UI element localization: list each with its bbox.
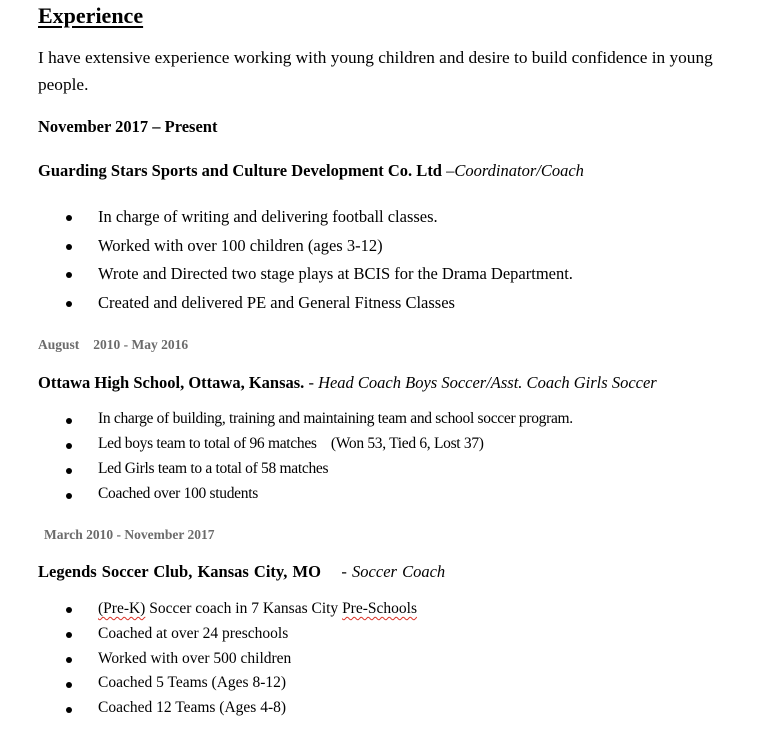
job-bullet-list <box>66 597 417 721</box>
list-item-text: In charge of writing and delivering football classes. <box>98 207 438 226</box>
bullet-icon <box>66 215 72 221</box>
job-role: Soccer Coach <box>352 562 446 581</box>
list-item <box>66 260 573 289</box>
list-item-text: Soccer coach in 7 Kansas City <box>145 600 343 617</box>
list-item-text: In charge of building, training and maintaining team and school soccer program. <box>98 410 573 427</box>
list-item <box>66 597 417 622</box>
list-item-text: Created and delivered PE and General Fitness Classes <box>98 292 455 312</box>
list-item <box>66 457 573 482</box>
bullet-icon <box>66 468 72 474</box>
bullet-icon <box>66 682 72 688</box>
bullet-icon <box>66 493 72 499</box>
job-organization: Guarding Stars Sports and Culture Development Co. Ltd <box>38 161 447 180</box>
list-item <box>66 696 417 721</box>
bullet-icon <box>66 632 72 638</box>
list-item-text: Led boys team to total of 96 matches (Won 53, Tied 6, Lost 37) <box>98 435 484 452</box>
list-item <box>66 232 573 261</box>
list-item-text: Coached over 100 students <box>98 485 258 502</box>
job-role: Coordinator/Coach <box>454 161 584 180</box>
intro-paragraph: I have extensive experience working with young children and desire to build confidence in young people. <box>38 48 713 94</box>
job-bullet-list <box>66 203 573 317</box>
bullet-icon <box>66 657 72 663</box>
job-dates: November 2017 – Present <box>38 117 218 136</box>
list-item <box>66 407 573 432</box>
list-item <box>66 432 573 457</box>
bullet-icon <box>66 244 72 250</box>
spellcheck-flagged-word[interactable]: Pre-Schools <box>342 600 417 617</box>
list-item <box>66 203 573 232</box>
job-dates-month: August <box>38 337 80 352</box>
list-item <box>66 289 573 318</box>
list-item <box>66 482 573 507</box>
list-item-text: Wrote and Directed two stage plays at BCIS for the Drama Department. <box>98 264 573 283</box>
bullet-icon <box>66 707 72 713</box>
job-separator: – <box>446 161 455 180</box>
bullet-icon <box>66 418 72 424</box>
list-item-text: Coached at over 24 preschools <box>98 624 289 642</box>
spellcheck-flagged-word[interactable]: (Pre-K) <box>98 600 146 617</box>
bullet-icon <box>66 272 72 278</box>
job-dates <box>38 337 188 353</box>
list-item <box>66 671 417 696</box>
job-organization: Legends Soccer Club, Kansas City, MO <box>38 562 321 581</box>
job-separator: - <box>304 373 319 392</box>
job-heading <box>38 161 584 181</box>
job-dates-range: 2010 - May 2016 <box>93 337 189 352</box>
list-item-text: Coached 5 Teams (Ages 8-12) <box>98 674 287 692</box>
job-role: Head Coach Boys Soccer/Asst. Coach Girls Soccer <box>318 373 657 392</box>
job-heading <box>38 562 445 582</box>
section-title: Experience <box>38 3 144 28</box>
job-heading <box>38 373 657 393</box>
list-item <box>66 622 417 647</box>
job-separator: - <box>320 562 353 581</box>
job-organization: Ottawa High School, Ottawa, Kansas. <box>38 373 305 392</box>
bullet-icon <box>66 443 72 449</box>
list-item-text: Led Girls team to a total of 58 matches <box>98 460 329 477</box>
job-dates: March 2010 - November 2017 <box>44 527 215 542</box>
list-item-text: Worked with over 500 children <box>98 649 292 667</box>
list-item <box>66 647 417 672</box>
job-bullet-list <box>66 407 573 507</box>
list-item-text: Worked with over 100 children (ages 3-12) <box>98 235 383 255</box>
list-item-text: Coached 12 Teams (Ages 4-8) <box>98 699 287 717</box>
bullet-icon <box>66 607 72 613</box>
bullet-icon <box>66 301 72 307</box>
